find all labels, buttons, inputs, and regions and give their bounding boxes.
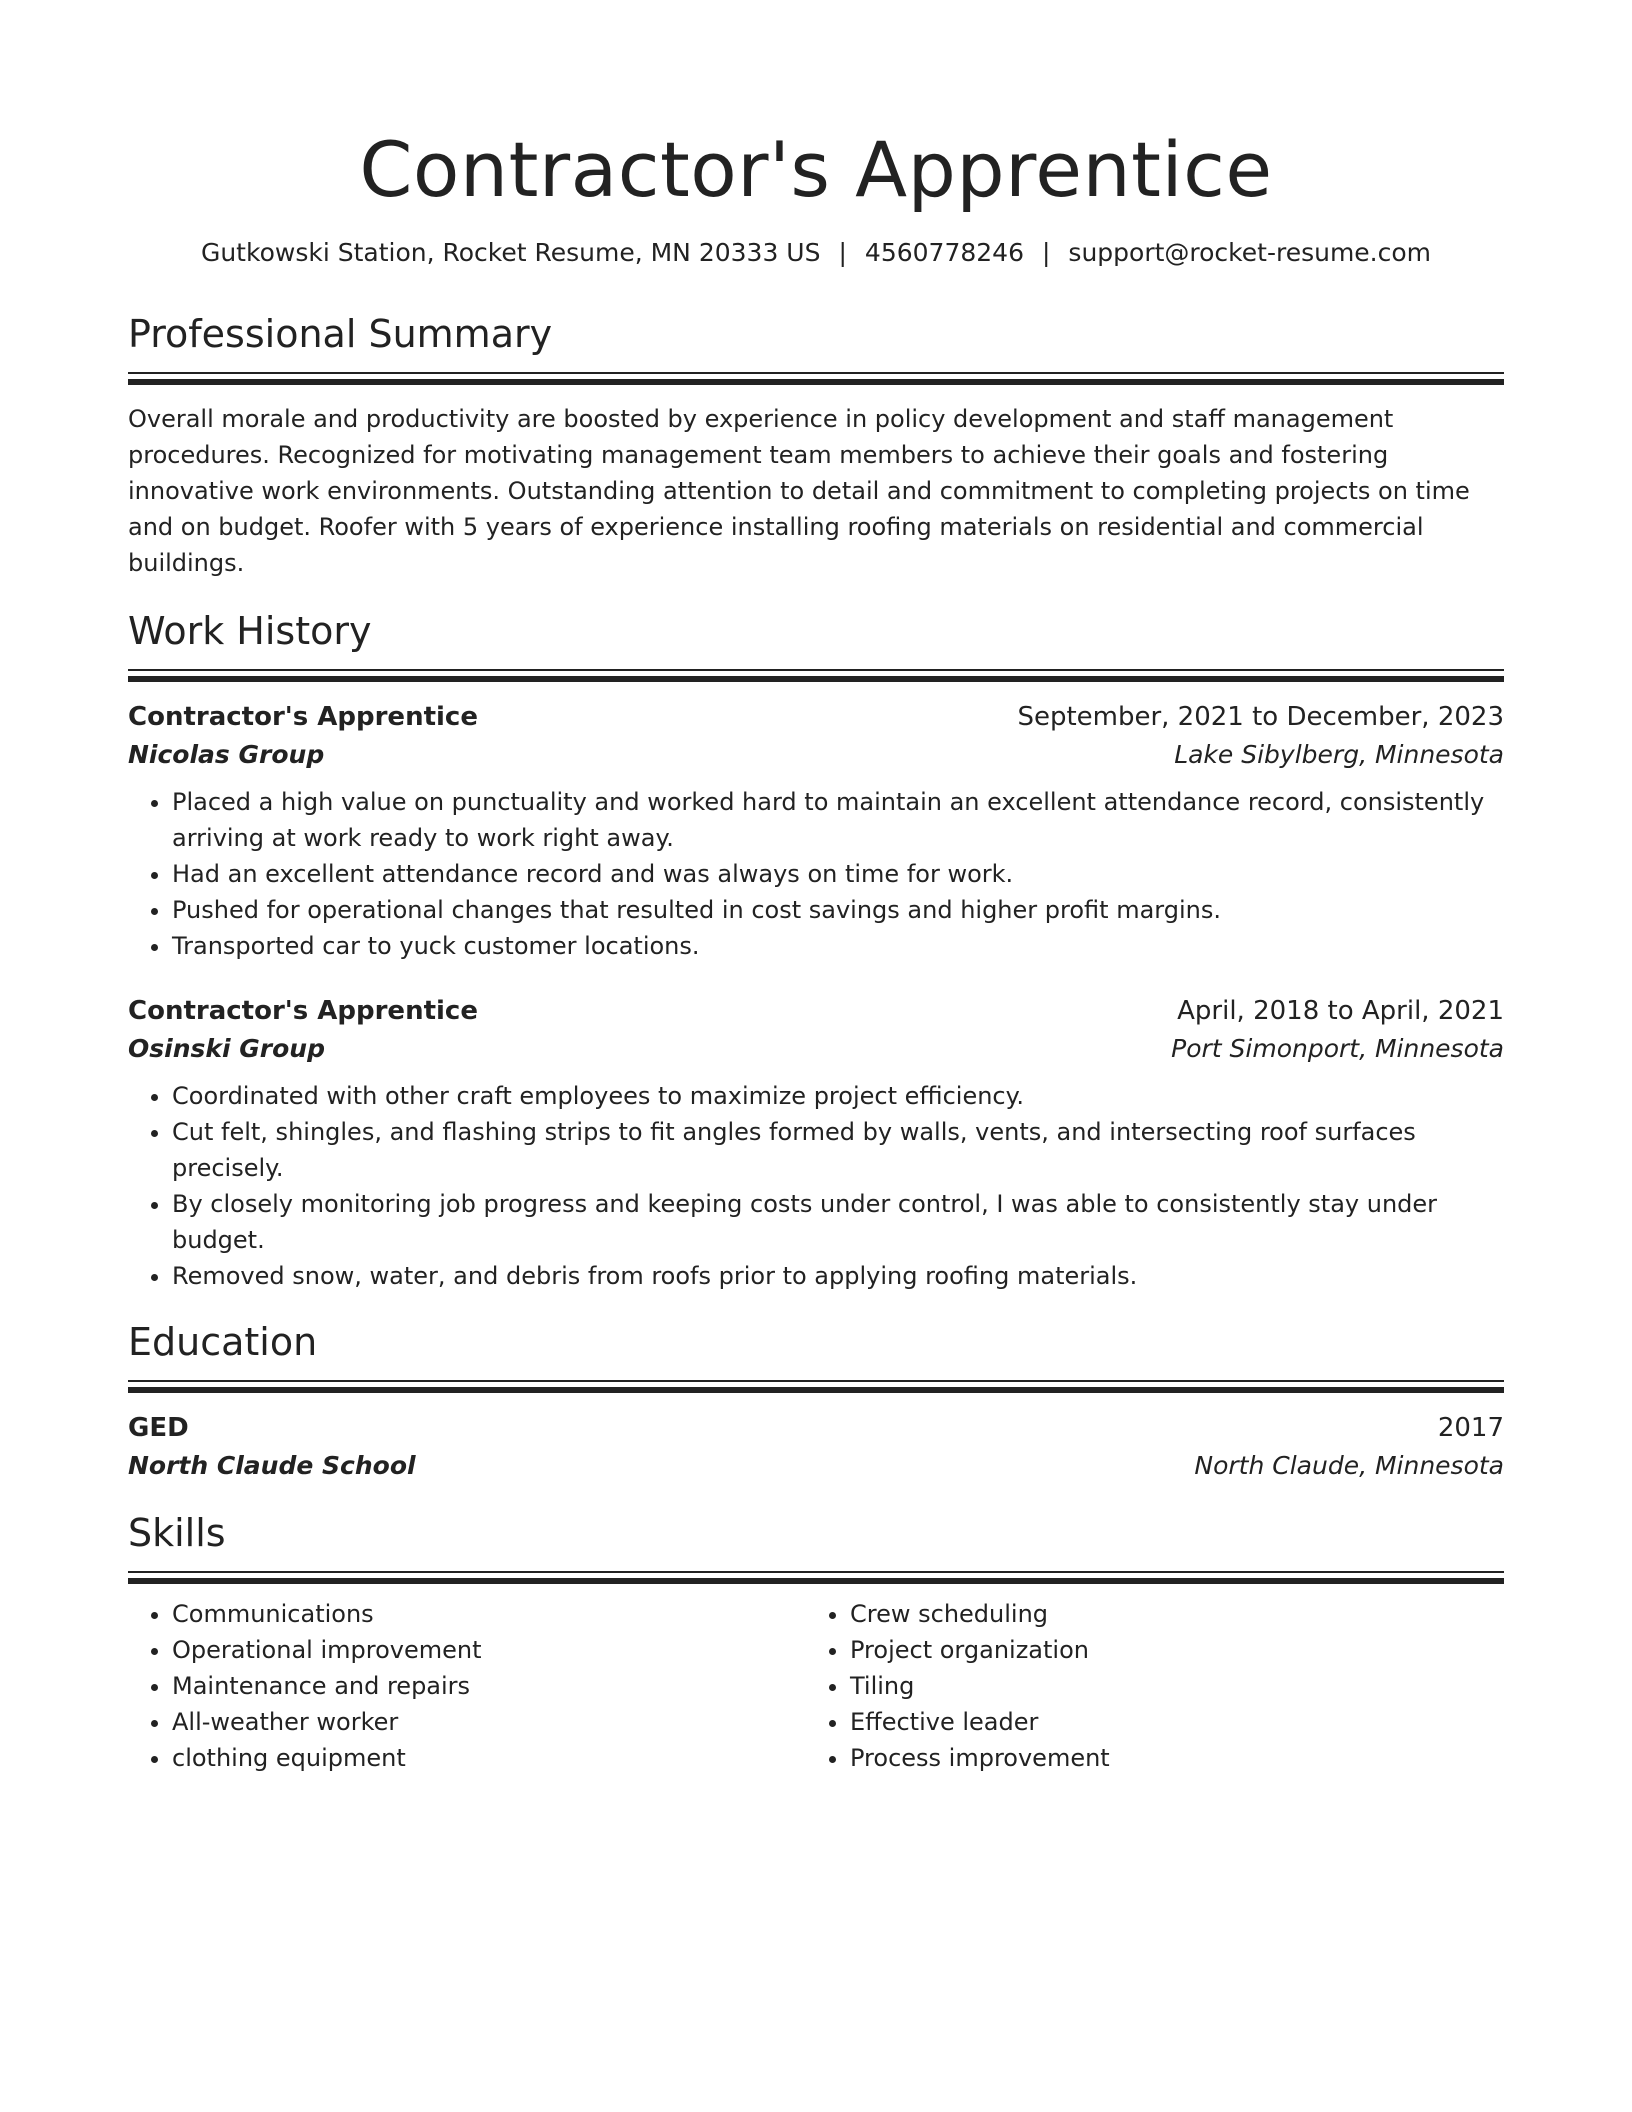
section-divider-thin (128, 669, 1504, 671)
education-section (128, 1318, 1504, 1485)
work-history-section (128, 607, 1504, 1294)
skill-item: • All-weather worker (172, 1704, 806, 1740)
job-bullet: • Coordinated with other craft employees to maximize project efficiency. (172, 1078, 1504, 1114)
job-title: Contractor's Apprentice (128, 996, 478, 1026)
contact-separator: | (838, 238, 847, 267)
contact-address: Gutkowski Station, Rocket Resume, MN 20333 US (200, 238, 821, 267)
skill-item: • Tiling (850, 1668, 1484, 1704)
education-location: North Claude, Minnesota (1194, 1451, 1504, 1480)
section-divider-thin (128, 1380, 1504, 1382)
skills-columns (128, 1596, 1504, 1776)
job-location: Port Simonport, Minnesota (1171, 1034, 1504, 1063)
section-divider-thick (128, 676, 1504, 682)
section-divider-thick (128, 1578, 1504, 1584)
skills-list-right (806, 1596, 1484, 1776)
skills-list-left (128, 1596, 806, 1776)
job-company: Osinski Group (128, 1034, 325, 1063)
section-title-education: Education (128, 1320, 318, 1364)
skill-item: • Operational improvement (172, 1632, 806, 1668)
skill-item: • Maintenance and repairs (172, 1668, 806, 1704)
section-title-skills: Skills (128, 1511, 226, 1555)
job-bullets (128, 1078, 1504, 1294)
section-title-work-history: Work History (128, 609, 372, 653)
job-bullet: • Transported car to yuck customer locations. (172, 928, 1504, 964)
skill-item: • Effective leader (850, 1704, 1484, 1740)
job-company: Nicolas Group (128, 740, 325, 769)
section-divider-thin (128, 1571, 1504, 1573)
section-divider-thin (128, 372, 1504, 374)
contact-line (128, 236, 1504, 270)
job-bullet: • Cut felt, shingles, and flashing strips to fit angles formed by walls, vents, and intersecting roof surfaces precisely. (172, 1114, 1504, 1186)
resume-page (128, 0, 1504, 1776)
education-school: North Claude School (128, 1451, 416, 1480)
job-location: Lake Sibylberg, Minnesota (1174, 740, 1504, 769)
skill-item: • Process improvement (850, 1740, 1484, 1776)
job-bullet: • Placed a high value on punctuality and worked hard to maintain an excellent attendance record, consistently arriving at work ready to work right away. (172, 784, 1504, 856)
education-degree: GED (128, 1413, 189, 1443)
summary-text: Overall morale and productivity are boosted by experience in policy development and staff management procedures. Recognized for motivating management team members to achieve their goals and fostering innovative work environments. Outstanding attention to detail and commitment to completing projects on time and on budget. Roofer with 5 years of experience installing roofing materials on residential and commercial buildings. (128, 405, 1470, 577)
section-title-summary: Professional Summary (128, 312, 553, 356)
job-bullet: • Had an excellent attendance record and was always on time for work. (172, 856, 1504, 892)
skill-item: • Communications (172, 1596, 806, 1632)
job-entry (128, 698, 1504, 964)
skills-section (128, 1509, 1504, 1776)
job-bullets (128, 784, 1504, 964)
job-dates: September, 2021 to December, 2023 (1017, 702, 1504, 732)
job-bullet: • Removed snow, water, and debris from roofs prior to applying roofing materials. (172, 1258, 1504, 1294)
job-title: Contractor's Apprentice (128, 702, 478, 732)
job-bullet: • By closely monitoring job progress and keeping costs under control, I was able to consistently stay under budget. (172, 1186, 1504, 1258)
skill-item: • Project organization (850, 1632, 1484, 1668)
skill-item: • Crew scheduling (850, 1596, 1484, 1632)
contact-separator: | (1041, 238, 1051, 267)
job-dates: April, 2018 to April, 2021 (1177, 996, 1504, 1026)
job-entry (128, 992, 1504, 1294)
contact-phone: 4560778246 (864, 238, 1024, 267)
contact-email: support@rocket-resume.com (1068, 238, 1432, 267)
section-divider-thick (128, 1387, 1504, 1393)
education-entry (128, 1409, 1504, 1485)
education-year: 2017 (1437, 1413, 1504, 1443)
skill-item: • clothing equipment (172, 1740, 806, 1776)
summary-section (128, 310, 1504, 581)
resume-name: Contractor's Apprentice (359, 125, 1273, 214)
section-divider-thick (128, 379, 1504, 385)
job-bullet: • Pushed for operational changes that resulted in cost savings and higher profit margins. (172, 892, 1504, 928)
